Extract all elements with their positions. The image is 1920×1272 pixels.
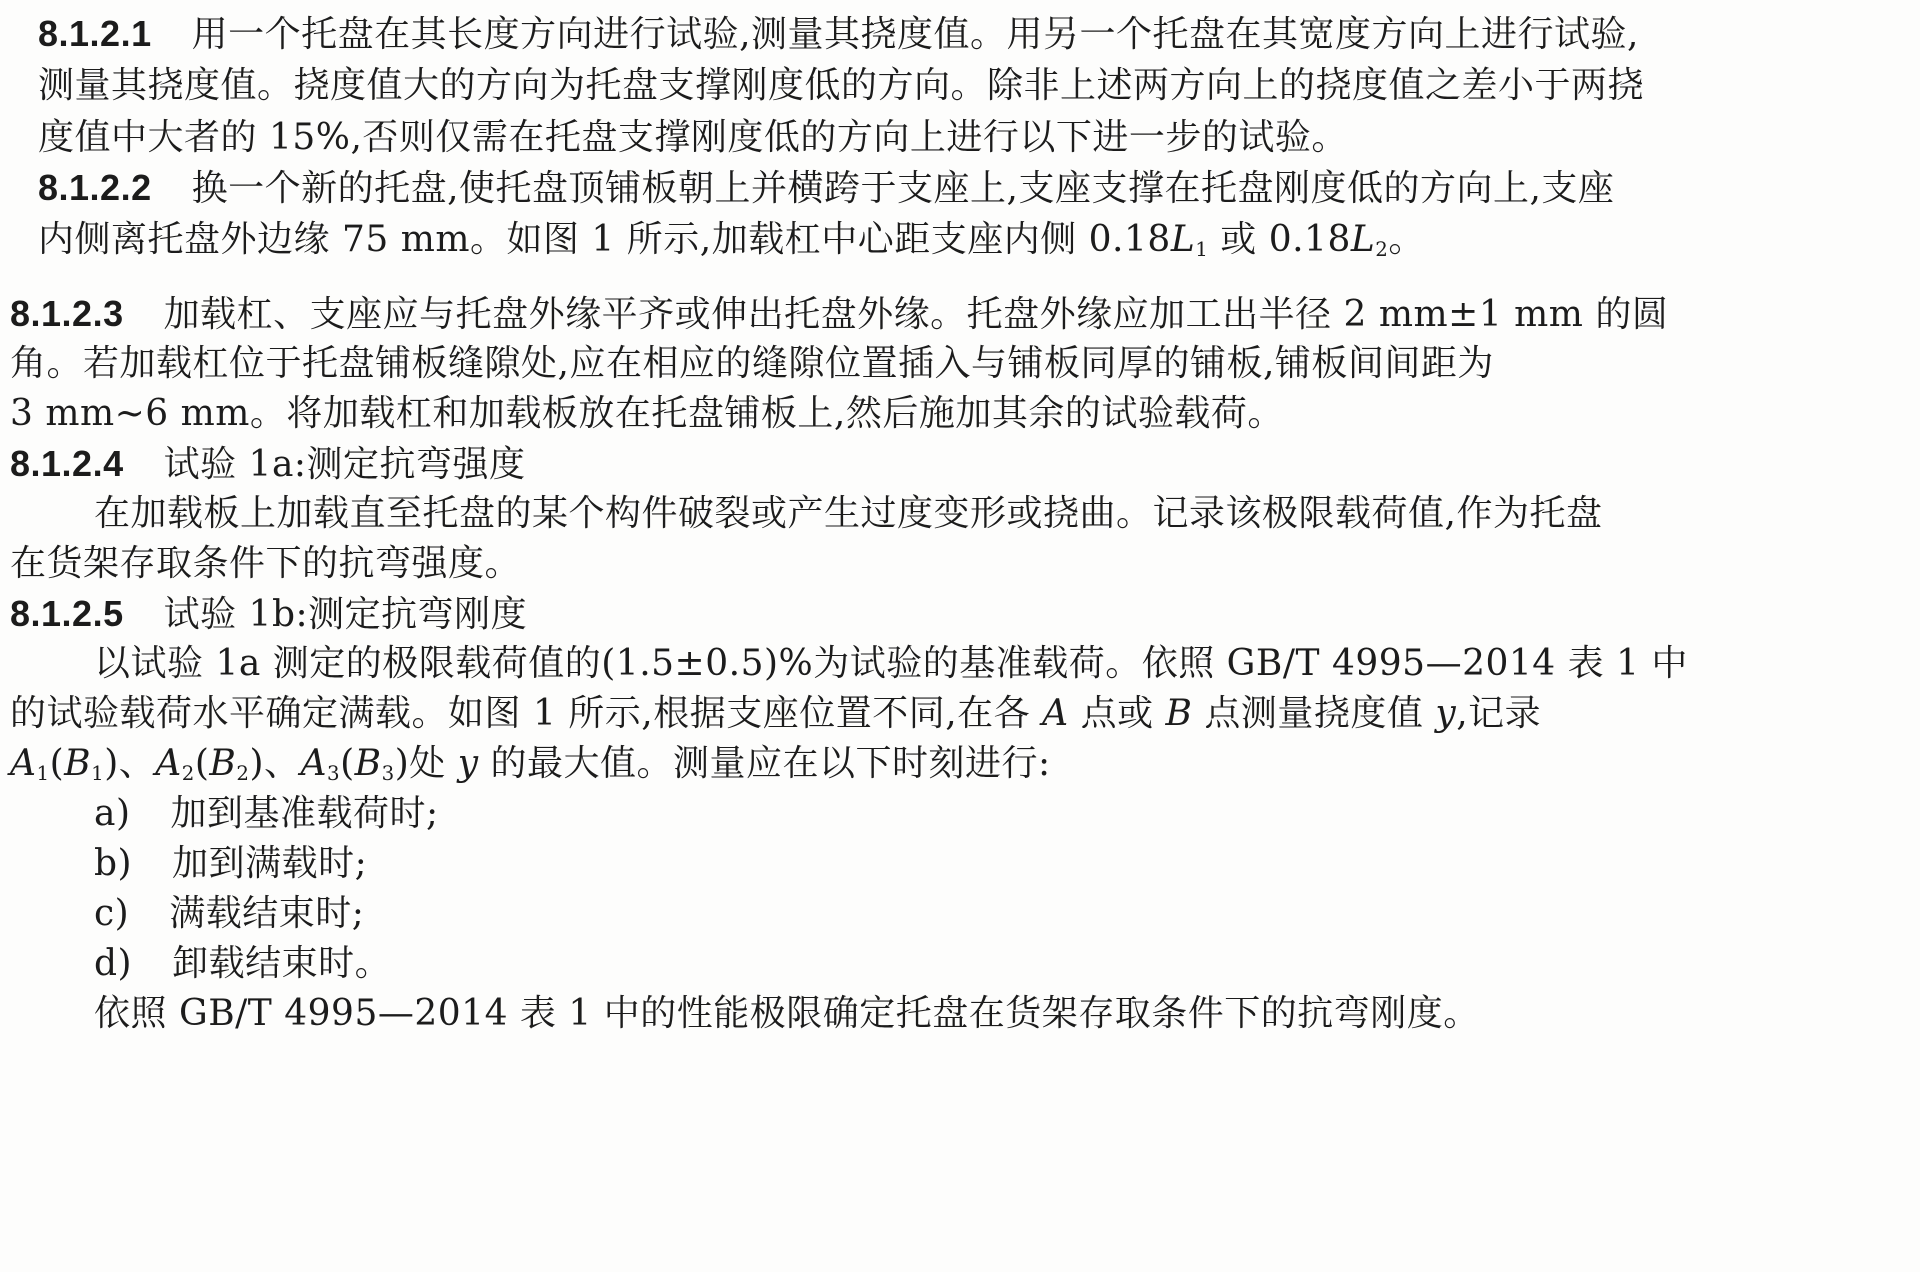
clause-8-1-2-4-line-2: 在货架存取条件下的抗弯强度。 [10, 543, 522, 584]
symbol-B3: B [354, 743, 382, 784]
text-run: )、 [104, 743, 156, 784]
clause-8-1-2-3-line-1 [10, 293, 1669, 335]
list-item-text: 满载结束时; [169, 893, 365, 934]
text-run: )处 [394, 743, 458, 784]
list-item [94, 793, 439, 834]
symbol-y: y [1435, 693, 1457, 734]
symbol-B: B [1165, 693, 1193, 734]
subscript: 2 [236, 761, 250, 785]
text-run: ( [340, 743, 355, 784]
clause-8-1-2-5-closing-line: 依照 GB/T 4995—2014 表 1 中的性能极限确定托盘在货架存取条件下的抗弯刚度。 [94, 993, 1480, 1034]
symbol-L1: L [1170, 219, 1196, 260]
clause-8-1-2-5-line-2 [10, 693, 1542, 734]
clause-8-1-2-3-line-2: 角。若加载杠位于托盘铺板缝隙处,应在相应的缝隙位置插入与铺板同厚的铺板,铺板间间距为 [10, 343, 1494, 384]
text-run: ,记录 [1456, 693, 1542, 734]
text-run: 点或 [1068, 693, 1166, 734]
subscript: 1 [1195, 237, 1209, 261]
symbol-A2: A [155, 743, 182, 784]
text-run: 的试验载荷水平确定满载。如图 1 所示,根据支座位置不同,在各 [10, 693, 1043, 734]
text-run: 点测量挠度值 [1192, 693, 1436, 734]
symbol-B2: B [209, 743, 237, 784]
list-item-text: 加到基准载荷时; [170, 793, 439, 834]
clause-8-1-2-4-heading [10, 443, 526, 485]
list-item-label: a) [94, 793, 131, 834]
clause-text: 换一个新的托盘,使托盘顶铺板朝上并横跨于支座上,支座支撑在托盘刚度低的方向上,支座 [191, 168, 1615, 209]
clause-number: 8.1.2.5 [10, 593, 124, 634]
clause-number: 8.1.2.2 [38, 167, 152, 208]
subscript: 1 [91, 761, 105, 785]
symbol-A: A [1042, 693, 1069, 734]
clause-8-1-2-5-line-1: 以试验 1a 测定的极限载荷值的(1.5±0.5)%为试验的基准载荷。依照 GB/T 4995—2014 表 1 中 [94, 643, 1688, 684]
list-item-text: 加到满载时; [172, 843, 368, 884]
clause-text: 用一个托盘在其长度方向进行试验,测量其挠度值。用另一个托盘在其宽度方向上进行试验, [191, 14, 1639, 55]
clause-8-1-2-1-line-2: 测量其挠度值。挠度值大的方向为托盘支撑刚度低的方向。除非上述两方向上的挠度值之差小于两挠 [38, 65, 1645, 106]
subscript: 1 [36, 761, 50, 785]
clause-8-1-2-3-line-3: 3 mm~6 mm。将加载杠和加载板放在托盘铺板上,然后施加其余的试验载荷。 [10, 393, 1284, 434]
subscript: 2 [181, 761, 195, 785]
symbol-A3: A [300, 743, 327, 784]
list-item-text: 卸载结束时。 [172, 943, 392, 984]
subscript: 3 [327, 761, 341, 785]
clause-8-1-2-2-line-1 [38, 167, 1615, 209]
symbol-B1: B [64, 743, 92, 784]
list-item-label: b) [94, 843, 133, 884]
clause-8-1-2-2-line-2 [38, 219, 1425, 261]
clause-8-1-2-1-line-3: 度值中大者的 15%,否则仅需在托盘支撑刚度低的方向上进行以下进一步的试验。 [38, 117, 1348, 158]
clause-text: 加载杠、支座应与托盘外缘平齐或伸出托盘外缘。托盘外缘应加工出半径 2 mm±1 mm 的圆 [163, 294, 1669, 335]
clause-8-1-2-1-line-1 [38, 13, 1639, 55]
clause-number: 8.1.2.1 [38, 13, 152, 54]
subscript: 2 [1375, 237, 1389, 261]
text-run: 的最大值。测量应在以下时刻进行: [478, 743, 1051, 784]
clause-title: 试验 1a:测定抗弯强度 [163, 444, 526, 485]
list-item-label: d) [94, 943, 133, 984]
symbol-L2: L [1350, 219, 1376, 260]
text-run: 或 0.18 [1208, 219, 1351, 260]
text-run: ( [49, 743, 65, 784]
text-run: 。 [1388, 219, 1425, 260]
subscript: 3 [381, 761, 395, 785]
clause-8-1-2-5-line-3 [10, 743, 1051, 785]
clause-number: 8.1.2.4 [10, 443, 124, 484]
text-run: )、 [249, 743, 301, 784]
list-item [94, 843, 368, 884]
clause-title: 试验 1b:测定抗弯刚度 [163, 594, 528, 635]
list-item [94, 943, 392, 984]
symbol-A1: A [10, 743, 37, 784]
clause-8-1-2-5-heading [10, 593, 528, 635]
text-run: 内侧离托盘外边缘 75 mm。如图 1 所示,加载杠中心距支座内侧 0.18 [38, 219, 1171, 260]
clause-8-1-2-4-line-1: 在加载板上加载直至托盘的某个构件破裂或产生过度变形或挠曲。记录该极限载荷值,作为托盘 [94, 493, 1603, 534]
list-item [94, 893, 365, 934]
text-run: ( [194, 743, 210, 784]
list-item-label: c) [94, 893, 130, 934]
clause-number: 8.1.2.3 [10, 293, 124, 334]
symbol-y: y [457, 743, 479, 784]
